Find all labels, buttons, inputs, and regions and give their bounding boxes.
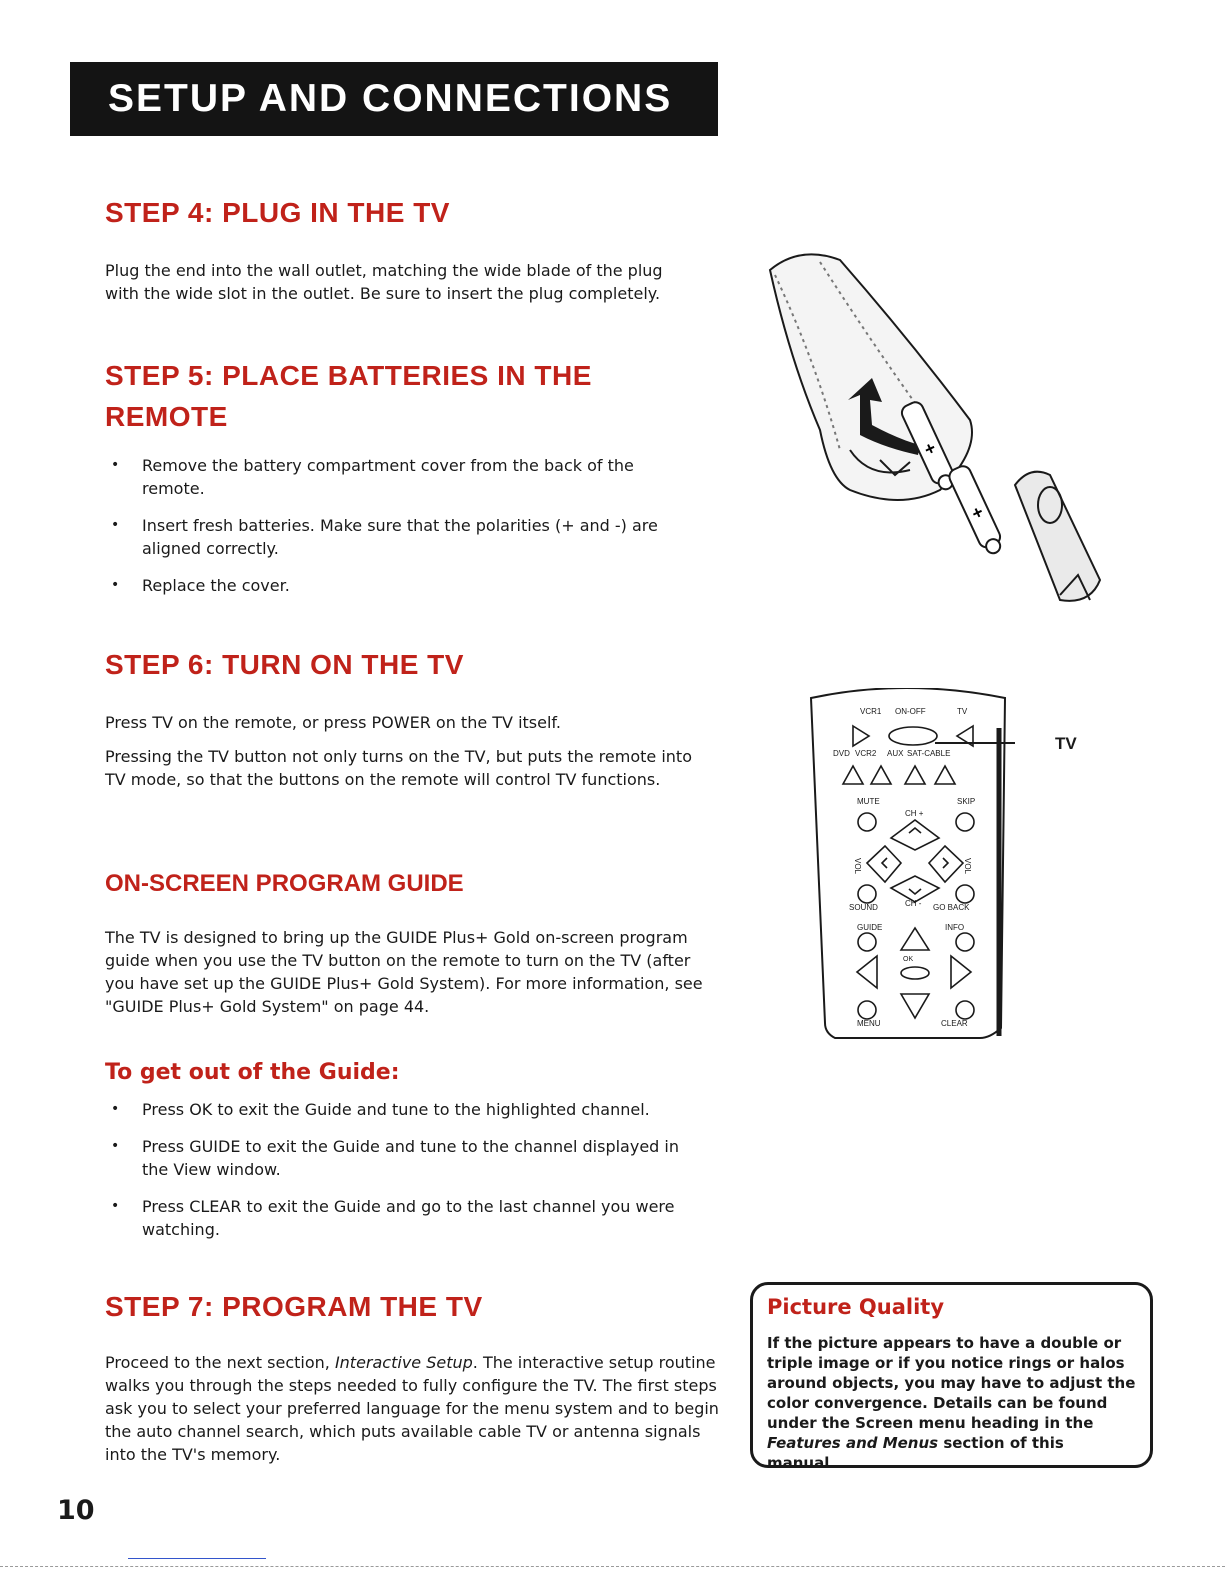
step4-paragraph xyxy=(105,259,720,305)
vol-left-label: VOL xyxy=(853,858,862,875)
list-item: • Replace the cover. xyxy=(105,574,665,597)
features-menus-reference: Features and Menus xyxy=(767,1434,939,1452)
ok-label: OK xyxy=(903,956,914,963)
step6-heading: STEP 6: TURN ON THE TV xyxy=(105,649,464,680)
guide-heading: ON-SCREEN PROGRAM GUIDE xyxy=(105,870,464,897)
exit-guide-heading: To get out of the Guide: xyxy=(105,1060,400,1085)
mute-label: MUTE xyxy=(857,797,880,806)
step5-heading-line2: REMOTE xyxy=(105,401,228,432)
battery-icon xyxy=(947,464,1006,558)
list-item: • Press OK to exit the Guide and tune to the highlighted channel. xyxy=(105,1098,705,1121)
picture-quality-body-end: section of this manual. xyxy=(767,1434,1064,1472)
picture-quality-title: Picture Quality xyxy=(767,1295,945,1319)
section-banner: SETUP AND CONNECTIONS xyxy=(70,62,718,136)
vol-right-label: VOL xyxy=(963,858,972,875)
guide-label: GUIDE xyxy=(857,923,883,932)
ch-plus-label: CH + xyxy=(905,809,924,818)
step7-text-after: . The interactive setup routine walks you through the steps needed to fully configure the TV. The first steps ask you to select your preferred language for the menu system and to begin the auto channel search, which puts available cable TV or antenna signals into the TV's memory. xyxy=(105,1353,719,1464)
vcr1-label: VCR1 xyxy=(860,707,882,716)
skip-label: SKIP xyxy=(957,797,976,806)
step5-heading-line1: STEP 5: PLACE BATTERIES IN THE xyxy=(105,360,592,391)
step5-bullet-list xyxy=(105,454,665,597)
step7-heading: STEP 7: PROGRAM THE TV xyxy=(105,1291,483,1322)
clear-label: CLEAR xyxy=(941,1019,968,1028)
exit-guide-bullet-list xyxy=(105,1098,705,1241)
ch-minus-label: CH - xyxy=(905,899,922,908)
interactive-setup-reference: Interactive Setup xyxy=(334,1353,473,1372)
step5-heading xyxy=(105,355,592,437)
picture-quality-body: If the picture appears to have a double or triple image or if you notice rings or halos around objects, you may have to adjust the color convergence. Details can be found under the Screen menu heading in the xyxy=(767,1334,1136,1432)
tv-callout-label: TV xyxy=(1055,734,1077,753)
picture-quality-callout xyxy=(750,1282,1153,1472)
list-item: • Insert fresh batteries. Make sure that the polarities (+ and -) are aligned correctly. xyxy=(105,514,665,560)
sat-cable-label: SAT-CABLE xyxy=(907,749,951,758)
footer-rule-link xyxy=(128,1558,266,1559)
list-item: • Press GUIDE to exit the Guide and tune to the channel displayed in the View window. xyxy=(105,1135,705,1181)
battery-cover-icon xyxy=(1015,472,1100,601)
step7-paragraph xyxy=(105,1351,720,1466)
list-item: • Remove the battery compartment cover from the back of the remote. xyxy=(105,454,665,500)
step6-paragraph-2: Pressing the TV button not only turns on the TV, but puts the remote into TV mode, so that the buttons on the remote will control TV functions. xyxy=(105,747,692,789)
info-label: INFO xyxy=(945,923,965,932)
menu-label: MENU xyxy=(857,1019,881,1028)
remote-control-diagram xyxy=(805,688,1015,1048)
step4-line-2: with the wide slot in the outlet. Be sure to insert the plug completely. xyxy=(105,284,661,303)
guide-paragraph: The TV is designed to bring up the GUIDE Plus+ Gold on-screen program guide when you use the TV button on the remote to turn on the TV (after you have set up the GUIDE Plus+ Gold System). For more information, see "GUIDE Plus+ Gold System" on page 44. xyxy=(105,928,703,1016)
vcr2-label: VCR2 xyxy=(855,749,877,758)
svg-text:+: + xyxy=(920,437,939,461)
go-back-label: GO BACK xyxy=(933,903,970,912)
on-off-label: ON-OFF xyxy=(895,707,926,716)
step7-text-before: Proceed to the next section, xyxy=(105,1353,335,1372)
battery-insertion-illustration xyxy=(760,250,1120,610)
list-item: • Press CLEAR to exit the Guide and go to the last channel you were watching. xyxy=(105,1195,705,1241)
svg-text:+: + xyxy=(968,501,987,524)
step6-paragraph-1: Press TV on the remote, or press POWER on the TV itself. xyxy=(105,713,561,732)
picture-quality-text xyxy=(767,1333,1136,1473)
tv-label: TV xyxy=(957,707,968,716)
footer-rule xyxy=(0,1566,1225,1567)
page-number: 10 xyxy=(57,1495,95,1526)
step4-line-1: Plug the end into the wall outlet, matching the wide blade of the plug xyxy=(105,261,663,280)
aux-label: AUX xyxy=(887,749,904,758)
dvd-label: DVD xyxy=(833,749,850,758)
step4-heading: STEP 4: PLUG IN THE TV xyxy=(105,197,450,228)
sound-label: SOUND xyxy=(849,903,878,912)
